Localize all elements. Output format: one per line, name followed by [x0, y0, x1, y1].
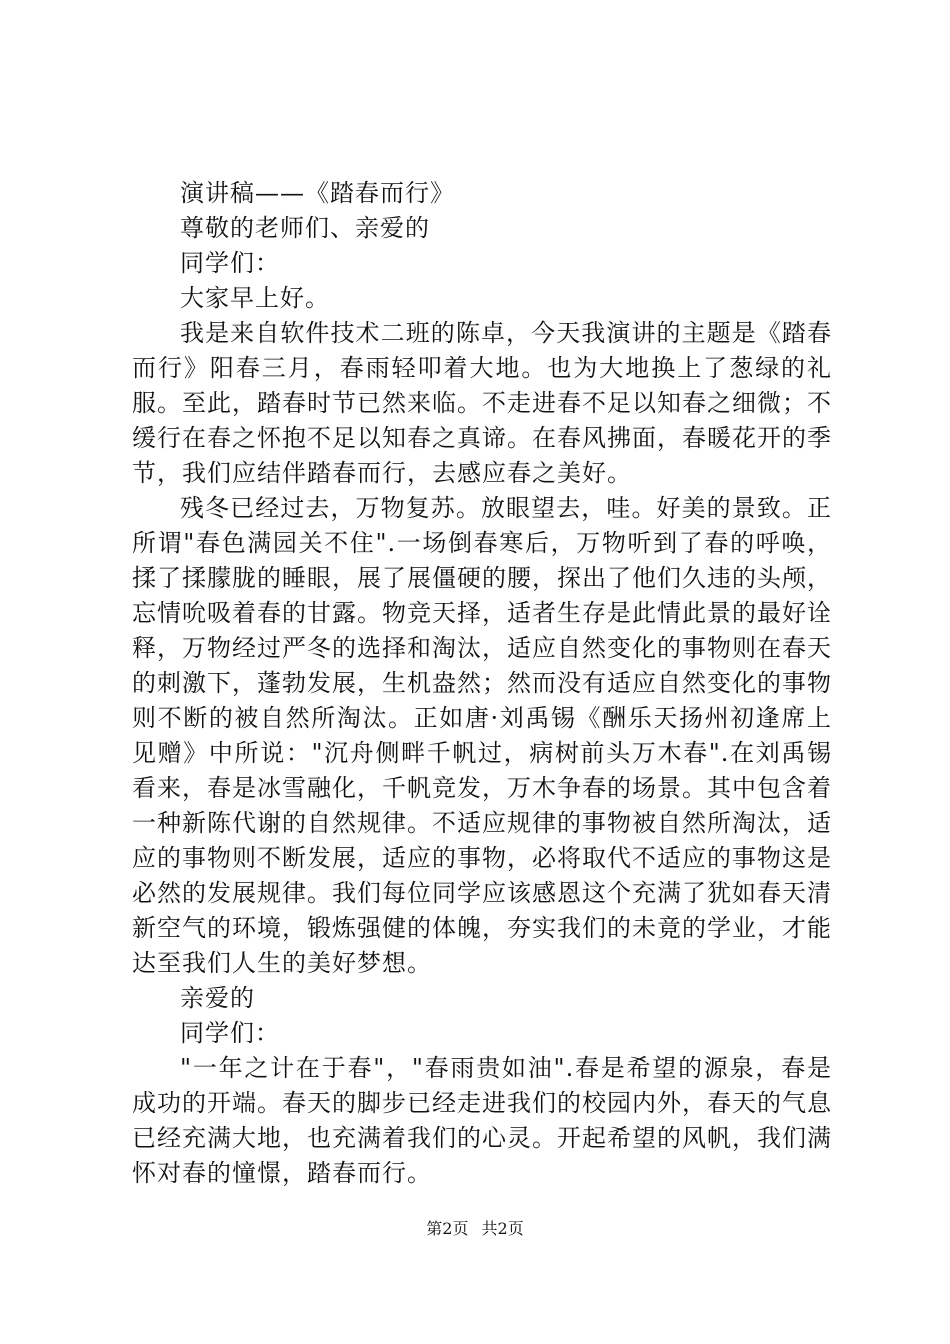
salutation-line-1: 尊敬的老师们、亲爱的 — [180, 214, 430, 242]
document-body — [132, 176, 832, 1191]
page-footer — [0, 1216, 950, 1239]
page-number-total: 共2页 — [481, 1219, 524, 1238]
closing-salutation-line-2: 同学们： — [180, 1019, 280, 1047]
speech-title: 演讲稿——《踏春而行》 — [180, 179, 455, 207]
paragraph-closing: "一年之计在于春"，"春雨贵如油".春是希望的源泉，春是成功的开端。春天的脚步已经走进我们的校园内外，春天的气息已经充满大地，也充满着我们的心灵。开起希望的风帆，我们满怀对春的憧憬，踏春而行。 — [132, 1054, 832, 1187]
paragraph-spring-revival: 残冬已经过去，万物复苏。放眼望去，哇。好美的景致。正所谓"春色满园关不住".一场倒春寒后，万物听到了春的呼唤，揉了揉朦胧的睡眼，展了展僵硬的腰，探出了他们久违的头颅，忘情吮吸着春的甘露。物竞天择，适者生存是此情此景的最好诠释，万物经过严冬的选择和淘汰，适应自然变化的事物则在春天的刺激下，蓬勃发展，生机盎然；然而没有适应自然变化的事物则不断的被自然所淘汰。正如唐·刘禹锡《酬乐天扬州初逢席上见赠》中所说："沉舟侧畔千帆过，病树前头万木春".在刘禹锡看来，春是冰雪融化，千帆竞发，万木争春的场景。其中包含着一种新陈代谢的自然规律。不适应规律的事物被自然所淘汰，适应的事物则不断发展，适应的事物，必将取代不适应的事物这是必然的发展规律。我们每位同学应该感恩这个充满了犹如春天清新空气的环境，锻炼强健的体魄，夯实我们的未竟的学业，才能达至我们人生的美好梦想。 — [132, 494, 832, 977]
paragraph-intro: 我是来自软件技术二班的陈卓，今天我演讲的主题是《踏春而行》阳春三月，春雨轻叩着大地。也为大地换上了葱绿的礼服。至此，踏春时节已然来临。不走进春不足以知春之细微；不缓行在春之怀抱不足以知春之真谛。在春风拂面，春暖花开的季节，我们应结伴踏春而行，去感应春之美好。 — [132, 319, 832, 487]
closing-salutation-line-1: 亲爱的 — [180, 984, 255, 1012]
page-number-current: 第2页 — [426, 1219, 469, 1238]
salutation-line-2: 同学们： — [180, 249, 280, 277]
greeting: 大家早上好。 — [180, 284, 330, 312]
